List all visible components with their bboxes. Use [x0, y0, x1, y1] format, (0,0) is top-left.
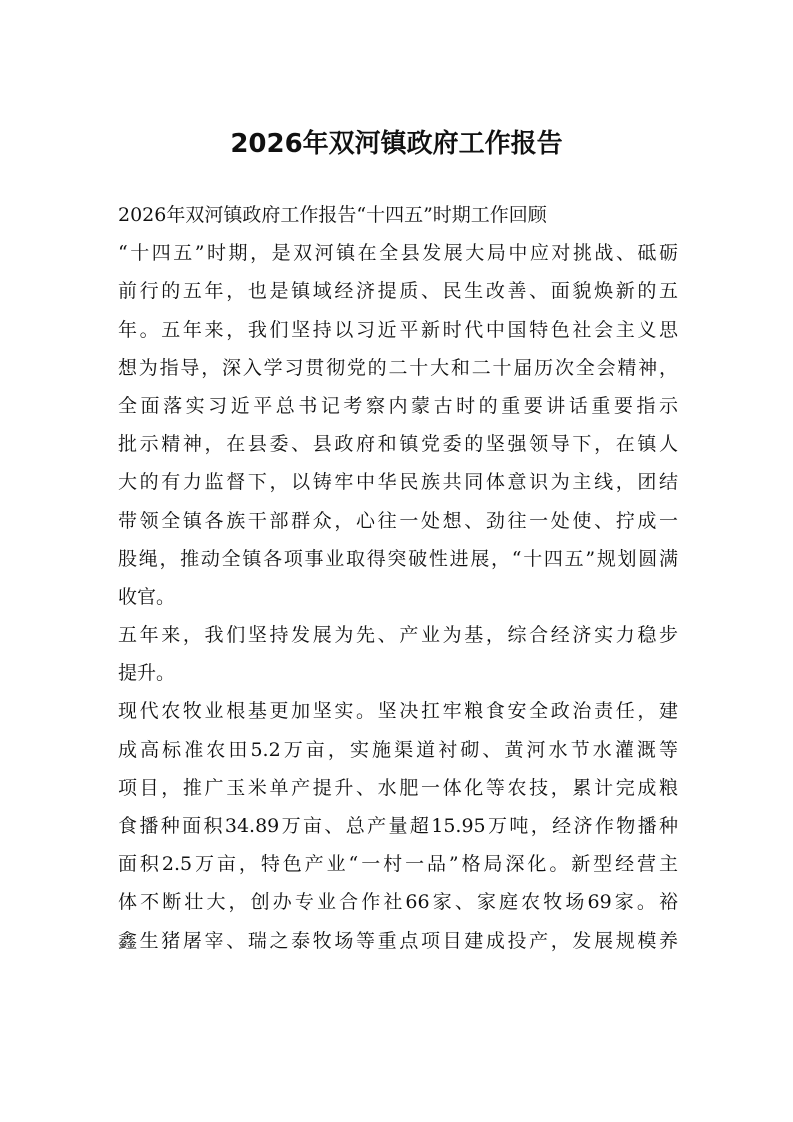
text-line: 想为指导，深入学习贯彻党的二十大和二十届历次全会精神， — [118, 356, 678, 379]
text-line: 批示精神，在县委、县政府和镇党委的坚强领导下，在镇人 — [118, 433, 678, 456]
text-line: 全面落实习近平总书记考察内蒙古时的重要讲话重要指示 — [118, 394, 678, 417]
text-line: 大的有力监督下，以铸牢中华民族共同体意识为主线，团结 — [118, 471, 678, 494]
text-line: 成高标准农田5.2万亩，实施渠道衬砌、黄河水节水灌溉等 — [118, 738, 678, 761]
text-line: 体不断壮大，创办专业合作社66家、家庭农牧场69家。裕 — [118, 891, 678, 914]
document-title: 2026年双河镇政府工作报告 — [230, 129, 563, 159]
document-body — [118, 196, 678, 960]
text-line: 股绳，推动全镇各项事业取得突破性进展，“十四五”规划圆满 — [118, 547, 678, 570]
text-line: 现代农牧业根基更加坚实。坚决扛牢粮食安全政治责任，建 — [118, 700, 678, 723]
text-line: 项目，推广玉米单产提升、水肥一体化等农技，累计完成粮 — [118, 776, 678, 799]
text-line: 收官。 — [118, 585, 176, 608]
text-line: 食播种面积34.89万亩、总产量超15.95万吨，经济作物播种 — [118, 815, 678, 837]
text-line: 2026年双河镇政府工作报告“十四五”时期工作回顾 — [118, 204, 547, 226]
text-line: 年。五年来，我们坚持以习近平新时代中国特色社会主义思 — [118, 318, 678, 341]
text-line: 提升。 — [118, 662, 176, 685]
text-line: 带领全镇各族干部群众，心往一处想、劲往一处使、拧成一 — [118, 509, 678, 532]
text-line: 面积2.5万亩，特色产业“一村一品”格局深化。新型经营主 — [118, 853, 678, 876]
text-line: 五年来，我们坚持发展为先、产业为基，综合经济实力稳步 — [118, 624, 678, 647]
text-line: 前行的五年，也是镇域经济提质、民生改善、面貌焕新的五 — [118, 280, 678, 303]
text-line: 鑫生猪屠宰、瑞之泰牧场等重点项目建成投产，发展规模养 — [118, 929, 678, 952]
text-line: “十四五”时期，是双河镇在全县发展大局中应对挑战、砥砺 — [118, 242, 678, 265]
